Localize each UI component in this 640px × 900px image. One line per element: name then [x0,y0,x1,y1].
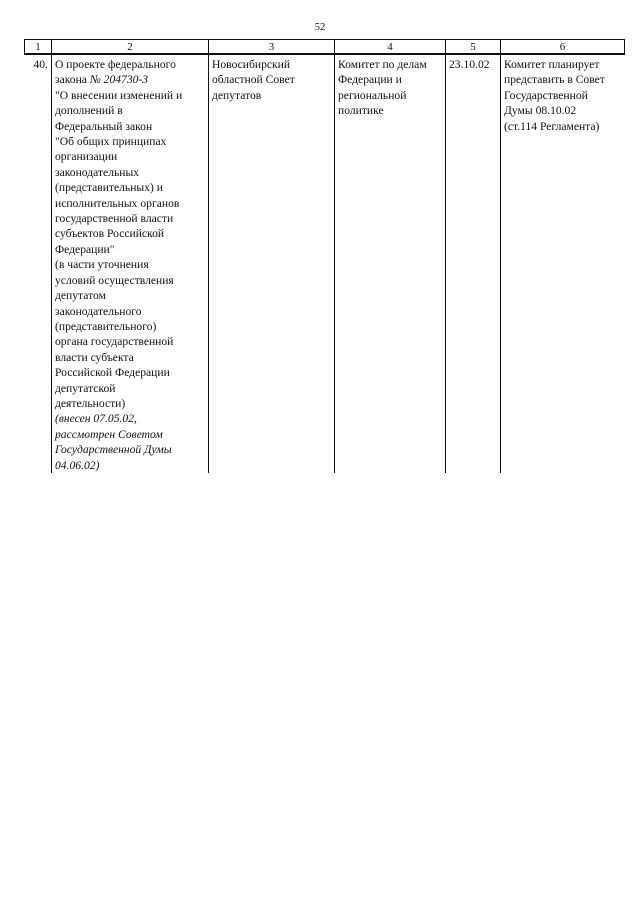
project-line: законодательного [55,304,142,318]
project-line: исполнительных органов [55,196,180,210]
project-line: (представительных) и [55,181,163,195]
column-header-1: 1 [25,40,52,55]
bills-table [24,39,625,473]
row-number: 40. [25,54,52,473]
project-line: (представительного) [55,319,157,333]
project-line: субъектов Российской [55,227,165,241]
committee-line: Комитет по делам [338,58,427,71]
committee-line: региональной [338,88,407,102]
committee-line: Федерации и [338,73,402,87]
project-line: "О внесении изменений и [55,88,183,102]
column-header-6: 6 [501,40,625,55]
project-line: власти субъекта [55,350,134,364]
project-line: государственной власти [55,212,174,226]
project-line: условий осуществления [55,273,174,287]
note-line: Государственной [504,88,588,102]
project-line: организации [55,150,118,164]
project-line: органа государственной [55,335,174,349]
project-description-cell [52,54,209,473]
note-line: представить в Совет [504,73,605,87]
project-line: депутатской [55,381,116,395]
project-line: (в части уточнения [55,258,149,272]
committee-line: политике [338,104,384,118]
project-line: Федерации" [55,242,115,256]
note-line: (ст.114 Регламента) [504,119,600,133]
initiator-line: депутатов [212,88,262,102]
initiator-cell [209,54,335,473]
committee-cell [335,54,446,473]
project-line: законодательных [55,165,140,179]
page-number: 52 [314,22,326,33]
project-line-law [55,72,206,87]
status-line: рассмотрен Советом [55,427,163,441]
project-line: О проекте федерального [55,58,176,71]
column-header-3: 3 [209,40,335,55]
column-number-header-row [25,40,625,55]
project-line: деятельности) [55,396,126,410]
status-line: (внесен 07.05.02, [55,412,137,426]
date-cell: 23.10.02 [446,54,501,473]
initiator-line: областной Совет [212,73,295,87]
project-line: Российской Федерации [55,366,170,380]
column-header-5: 5 [446,40,501,55]
note-cell [501,54,625,473]
column-header-2: 2 [52,40,209,55]
project-line: Федеральный закон [55,119,153,133]
note-line: Думы 08.10.02 [504,104,577,118]
note-line: Комитет планирует [504,58,600,71]
status-line: 04.06.02) [55,458,100,472]
project-line: дополнений в [55,104,123,118]
project-line: закона [55,73,90,87]
project-line: "Об общих принципах [55,135,167,149]
table-row [25,54,625,473]
column-header-4: 4 [335,40,446,55]
initiator-line: Новосибирский [212,58,291,71]
law-number: № 204730-3 [89,73,149,87]
status-line: Государственной Думы [55,443,172,457]
project-line: депутатом [55,289,106,303]
